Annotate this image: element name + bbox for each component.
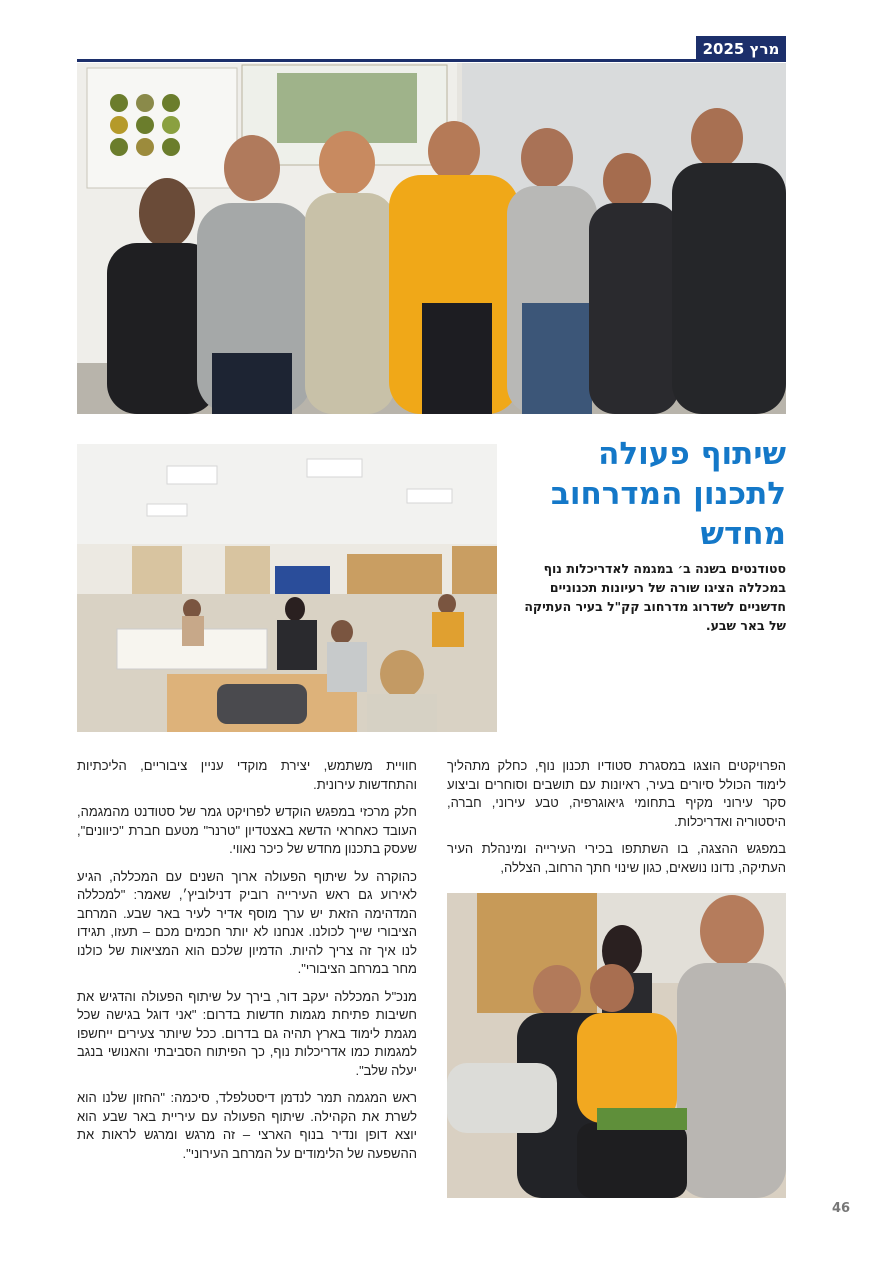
paragraph: הפרויקטים הוצגו במסגרת סטודיו תכנון נוף, כחלק מתהליך לימוד הכולל סיורים בעיר, ראיונות עם תושבים וסוחרים וביצוע סקר עירוני מקיף בתחומי גיאוגרפיה, טבע עירוני, חברה, היסטוריה ואדריכלות. — [447, 758, 786, 829]
paragraph: במפגש ההצגה, בו השתתפו בכירי העירייה ומינהלת העיר העתיקה, נדונו נושאים, כגון שינוי חתך הרחוב, הצללה, — [447, 841, 786, 875]
headline-line-3: מחדש — [700, 516, 786, 552]
headline-line-1: שיתוף פעולה — [598, 436, 786, 472]
article-column-left — [77, 757, 417, 1172]
paragraph: חוויית משתמש, יצירת מוקדי עניין ציבוריים, הליכתיות והתחדשות עירונית. — [77, 758, 417, 792]
headline-line-2: לתכנון המדרחוב — [550, 476, 786, 512]
paragraph: ראש המגמה תמר לנדמן דיסטלפלד, סיכמה: "החזון שלנו הוא לשרת את הקהילה. שיתוף הפעולה עם עיריית באר שבע הוא יוצא דופן ונדיר בנוף הארצי – זה מרגש ומרגש לראות את ההשפעה של הלימודים על המרחב העירוני". — [77, 1090, 417, 1161]
issue-date-tag: מרץ 2025 — [696, 36, 786, 62]
page-number: 46 — [832, 1201, 851, 1216]
presentation-photo — [447, 893, 786, 1198]
paragraph: כהוקרה על שיתוף הפעולה ארוך השנים עם המכללה, הגיע לאירוע גם ראש העירייה רוביק דנילוביץ׳, שאמר: "למכללה המדהימה הזאת יש ערך מוסף אדיר לעיר באר שבע. המרחב הציבורי שייך לכולנו. אנחנו לא יותר חכמים מכם – תעזו, תגידו לנו איך זה צריך להיות. הדמיון שלכם הוא המציאות של כולנו מחר במרחב הציבורי". — [77, 868, 417, 976]
classroom-photo — [77, 444, 497, 732]
paragraph: מנכ"ל המכללה יעקב דור, בירך על שיתוף הפעולה והדגיש את חשיבות פתיחת מגמות חדשות בדרום: "אני דוגל בגישה שכל מגמת לימוד בארץ תהיה גם בדרום. ככל שיותר צעירים ייחשפו למגמות כמו אדריכלות נוף, כך הפיתוח הסביבתי והאנושי בנגב יעלה שלב". — [77, 988, 417, 1078]
header-rule — [77, 59, 786, 62]
article-column-right — [447, 757, 786, 886]
article-lead: סטודנטים בשנה ב׳ במגמה לאדריכלות נוף במכללה הציגו שורה של רעיונות תכנוניים חדשניים לשדרוג מדרחוב קק"ל בעיר העתיקה של באר שבע. — [524, 561, 786, 633]
paragraph: חלק מרכזי במפגש הוקדש לפרויקט גמר של סטודנט מהמגמה, העובד כאחראי הדשא באצטדיון "טרנר" מטעם חברת "כיוונים", שעסק בתכנון מחדש של כיכר נאווי. — [77, 804, 417, 856]
article-headline — [512, 434, 786, 554]
group-photo-top — [77, 63, 786, 414]
